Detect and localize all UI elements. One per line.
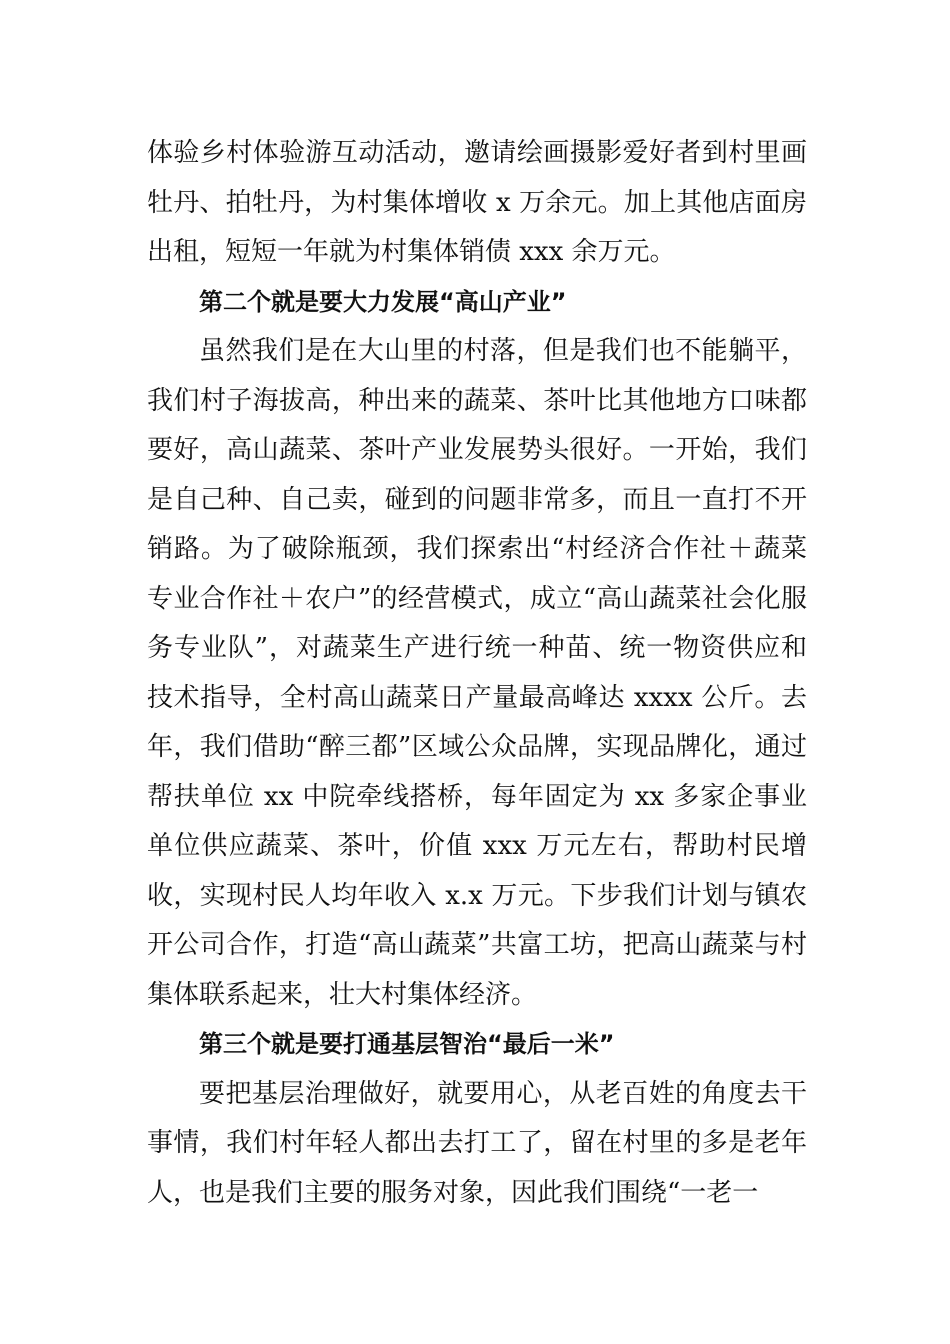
paragraph-continuation: 体验乡村体验游互动活动，邀请绘画摄影爱好者到村里画牡丹、拍牡丹，为村集体增收 x 万余元。加上其他店面房出租，短短一年就为村集体销债 xxx 余万元。 (147, 138, 807, 267)
paragraph-grassroots-governance: 要把基层治理做好，就要用心，从老百姓的角度去干事情，我们村年轻人都出去打工了，留在村里的多是老年人，也是我们主要的服务对象，因此我们围绕“一老一 (147, 1078, 807, 1208)
document-body (147, 129, 807, 1218)
section-heading-high-mountain-industry: 第二个就是要大力发展“高山产业” (199, 287, 567, 316)
paragraph-high-mountain-industry: 虽然我们是在大山里的村落，但是我们也不能躺平，我们村子海拔高，种出来的蔬菜、茶叶比其他地方口味都要好，高山蔬菜、茶叶产业发展势头很好。一开始，我们是自己种、自己卖，碰到的问题非常多，而且一直打不开销路。为了破除瓶颈，我们探索出“村经济合作社＋蔬菜专业合作社＋农户”的经营模式，成立“高山蔬菜社会化服务专业队”，对蔬菜生产进行统一种苗、统一物资供应和技术指导，全村高山蔬菜日产量最高峰达 xxxx 公斤。去年，我们借助“醉三都”区域公众品牌，实现品牌化，通过帮扶单位 xx 中院牵线搭桥，每年固定为 xx 多家企事业单位供应蔬菜、茶叶，价值 xxx 万元左右，帮助村民增收，实现村民人均年收入 x.x 万元。下步我们计划与镇农开公司合作，打造“高山蔬菜”共富工坊，把高山蔬菜与村集体联系起来，壮大村集体经济。 (147, 336, 807, 1010)
section-heading-grassroots-governance: 第三个就是要打通基层智治“最后一米” (199, 1030, 615, 1058)
